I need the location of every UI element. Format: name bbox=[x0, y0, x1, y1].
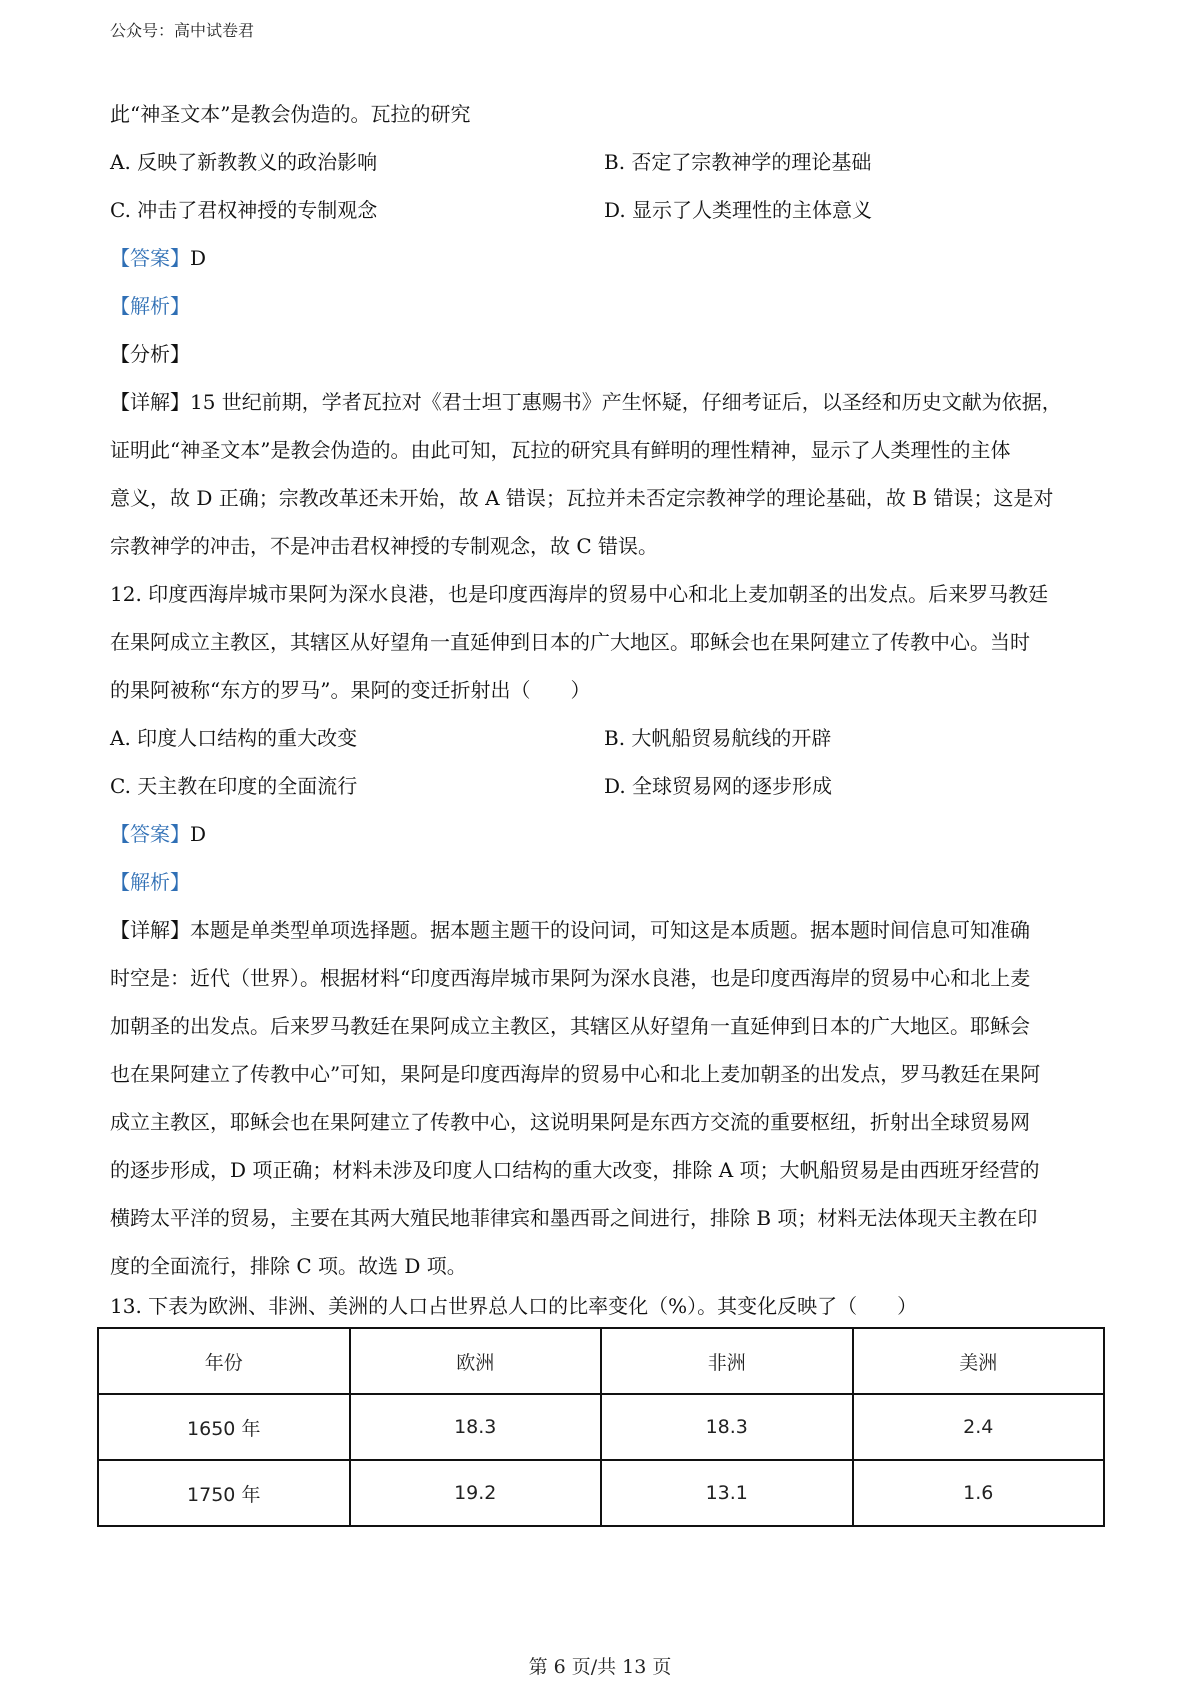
cell-year: 1650 年 bbox=[98, 1394, 350, 1460]
q11-stem-tail: 此“神圣文本”是教会伪造的。瓦拉的研究 bbox=[110, 102, 471, 126]
q12-detail-line-3: 加朝圣的出发点。后来罗马教廷在果阿成立主教区，其辖区从好望角一直延伸到日本的广大地区。耶稣会 bbox=[110, 1014, 1030, 1038]
q13-stem: 13. 下表为欧洲、非洲、美洲的人口占世界总人口的比率变化（%）。其变化反映了（ ） bbox=[110, 1294, 918, 1318]
q12-answer bbox=[110, 820, 206, 848]
cell-europe: 19.2 bbox=[350, 1460, 602, 1526]
q12-option-d: D. 全球贸易网的逐步形成 bbox=[604, 774, 833, 798]
q11-analysis-tag bbox=[110, 292, 190, 320]
header-america: 美洲 bbox=[853, 1328, 1105, 1394]
cell-year: 1750 年 bbox=[98, 1460, 350, 1526]
detail-tag: 【详解】 bbox=[110, 390, 190, 414]
q12-detail-line-8: 度的全面流行，排除 C 项。故选 D 项。 bbox=[110, 1254, 467, 1278]
q11-detail-line-1 bbox=[110, 388, 1062, 416]
analysis-tag: 【解析】 bbox=[110, 870, 190, 894]
q11-detail-line-2: 证明此“神圣文本”是教会伪造的。由此可知，瓦拉的研究具有鲜明的理性精神，显示了人类理性的主体 bbox=[110, 438, 1011, 462]
answer-tag: 【答案】 bbox=[110, 822, 190, 846]
q12-option-c: C. 天主教在印度的全面流行 bbox=[110, 774, 358, 798]
q12-analysis-tag bbox=[110, 868, 190, 896]
header-year: 年份 bbox=[98, 1328, 350, 1394]
detail-tag: 【详解】 bbox=[110, 918, 190, 942]
q12-option-a: A. 印度人口结构的重大改变 bbox=[110, 726, 358, 750]
q11-option-b: B. 否定了宗教神学的理论基础 bbox=[604, 150, 872, 174]
cell-africa: 13.1 bbox=[601, 1460, 853, 1526]
answer-value: D bbox=[190, 246, 207, 270]
header-africa: 非洲 bbox=[601, 1328, 853, 1394]
q12-detail-line-2: 时空是：近代（世界）。根据材料“印度西海岸城市果阿为深水良港，也是印度西海岸的贸易中心和北上麦 bbox=[110, 966, 1031, 990]
analysis-tag: 【解析】 bbox=[110, 294, 190, 318]
cell-europe: 18.3 bbox=[350, 1394, 602, 1460]
q11-detail-line-4: 宗教神学的冲击，不是冲击君权神授的专制观念，故 C 错误。 bbox=[110, 534, 659, 558]
answer-tag: 【答案】 bbox=[110, 246, 190, 270]
detail-text: 15 世纪前期，学者瓦拉对《君士坦丁惠赐书》产生怀疑，仔细考证后，以圣经和历史文献为依据， bbox=[190, 390, 1062, 414]
header-europe: 欧洲 bbox=[350, 1328, 602, 1394]
cell-america: 1.6 bbox=[853, 1460, 1105, 1526]
cell-america: 2.4 bbox=[853, 1394, 1105, 1460]
cell-africa: 18.3 bbox=[601, 1394, 853, 1460]
fenxi-tag: 【分析】 bbox=[110, 342, 190, 366]
page-footer: 第 6 页/共 13 页 bbox=[528, 1656, 672, 1678]
table-row bbox=[98, 1394, 1104, 1460]
q12-stem-line-2: 在果阿成立主教区，其辖区从好望角一直延伸到日本的广大地区。耶稣会也在果阿建立了传教中心。当时 bbox=[110, 630, 1030, 654]
q12-stem-line-1: 12. 印度西海岸城市果阿为深水良港，也是印度西海岸的贸易中心和北上麦加朝圣的出发点。后来罗马教廷 bbox=[110, 582, 1049, 606]
q11-option-d: D. 显示了人类理性的主体意义 bbox=[604, 198, 873, 222]
q12-detail-line-5: 成立主教区，耶稣会也在果阿建立了传教中心，这说明果阿是东西方交流的重要枢纽，折射出全球贸易网 bbox=[110, 1110, 1030, 1134]
table-row bbox=[98, 1460, 1104, 1526]
q11-option-c: C. 冲击了君权神授的专制观念 bbox=[110, 198, 378, 222]
q12-detail-line-6: 的逐步形成，D 项正确；材料未涉及印度人口结构的重大改变，排除 A 项；大帆船贸易是由西班牙经营的 bbox=[110, 1158, 1040, 1182]
population-table bbox=[97, 1327, 1105, 1527]
q11-option-a: A. 反映了新教教义的政治影响 bbox=[110, 150, 378, 174]
q12-detail-line-7: 横跨太平洋的贸易，主要在其两大殖民地菲律宾和墨西哥之间进行，排除 B 项；材料无法体现天主教在印 bbox=[110, 1206, 1038, 1230]
table-header-row bbox=[98, 1328, 1104, 1394]
source-header: 公众号：高中试卷君 bbox=[110, 21, 255, 40]
q12-stem-line-3: 的果阿被称“东方的罗马”。果阿的变迁折射出（ ） bbox=[110, 678, 591, 702]
q12-detail-line-4: 也在果阿建立了传教中心”可知，果阿是印度西海岸的贸易中心和北上麦加朝圣的出发点，罗马教廷在果阿 bbox=[110, 1062, 1041, 1086]
q12-detail-line-1 bbox=[110, 916, 1030, 944]
detail-text: 本题是单类型单项选择题。据本题主题干的设问词，可知这是本质题。据本题时间信息可知准确 bbox=[190, 918, 1030, 942]
answer-value: D bbox=[190, 822, 207, 846]
q11-answer bbox=[110, 244, 206, 272]
q12-option-b: B. 大帆船贸易航线的开辟 bbox=[604, 726, 832, 750]
q11-fenxi-tag bbox=[110, 340, 190, 368]
q11-detail-line-3: 意义，故 D 正确；宗教改革还未开始，故 A 错误；瓦拉并未否定宗教神学的理论基础，故 B 错误；这是对 bbox=[110, 486, 1054, 510]
